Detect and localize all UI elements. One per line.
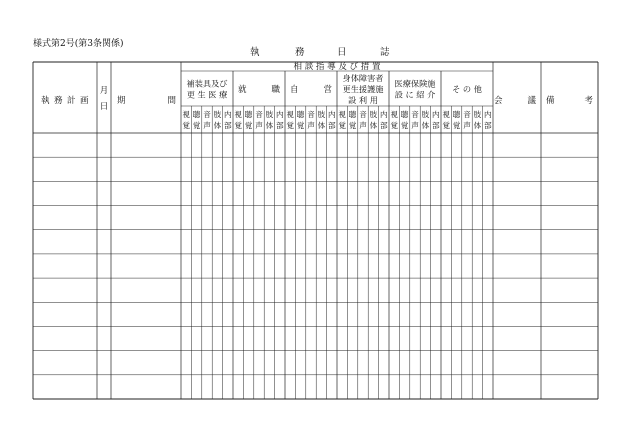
category-label: 身体障害者 [342,73,384,83]
category-label: 更 生 医 療 [186,89,228,100]
subcolumn-label: 肢 [317,110,326,119]
category-label: 営 [323,85,332,95]
subcolumn-label: 聴 [452,110,461,119]
subcolumn-label: 肢 [213,110,222,119]
category-label: 医療保険施 [394,78,436,89]
period-header: 間 [167,96,176,106]
subcolumn-label: 肢 [265,110,274,119]
subcolumn-label: 体 [369,121,378,130]
category-label: 職 [271,85,280,95]
plan-header-char: 執 [41,96,50,106]
subcolumn-label: 部 [380,121,388,130]
subcolumn-label: 内 [380,110,388,119]
subcolumn-label: 覚 [244,121,253,130]
subcolumn-label: 覚 [400,121,409,130]
subcolumn-label: 覚 [286,121,294,130]
subcolumn-label: 体 [421,121,430,130]
category-label: 更生援護施 [342,84,384,94]
month-header: 月 [99,86,109,96]
subcolumn-label: 体 [265,121,274,130]
plan-header-char: 画 [80,96,89,106]
subcolumn-label: 内 [484,110,492,119]
subcolumn-label: 視 [286,110,294,119]
subcolumn-label: 声 [255,121,263,130]
subcolumn-label: 肢 [421,110,430,119]
subcolumn-label: 聴 [348,110,357,119]
subcolumn-label: 音 [359,110,367,119]
subcolumn-label: 視 [442,110,450,119]
category-label: 就 [238,85,247,95]
subcolumn-label: 音 [463,110,471,119]
subcolumn-label: 音 [255,110,263,119]
subcolumn-label: 視 [338,110,346,119]
meeting-header: 議 [527,96,536,106]
category-label: そ の 他 [452,84,482,94]
subcolumn-label: 音 [411,110,419,119]
period-header: 期 [117,96,126,106]
subcolumn-label: 肢 [369,110,378,119]
subcolumn-label: 内 [224,110,232,119]
subcolumn-label: 肢 [473,110,482,119]
subcolumn-label: 体 [473,121,482,130]
subcolumn-label: 聴 [192,110,201,119]
subcolumn-label: 部 [328,121,336,130]
title-char: 日 [337,47,347,58]
subcolumn-label: 部 [484,121,492,130]
subcolumn-label: 覚 [338,121,346,130]
subcolumn-label: 部 [224,121,232,130]
form-number: 様式第2号(第3条関係) [33,39,124,49]
subcolumn-label: 部 [276,121,284,130]
category-label: 自 [290,85,299,95]
subcolumn-label: 覚 [452,121,461,130]
day-header: 日 [99,102,109,112]
subcolumn-label: 視 [234,110,242,119]
subcolumn-label: 体 [213,121,222,130]
subcolumn-label: 聴 [296,110,305,119]
remarks-header: 考 [584,96,593,106]
subcolumn-label: 内 [432,110,440,119]
category-label: 設 利 用 [348,95,378,105]
subcolumn-label: 覚 [296,121,305,130]
plan-header-char: 務 [54,96,63,106]
subcolumn-label: 覚 [348,121,357,130]
subcolumn-label: 内 [276,110,284,119]
subcolumn-label: 内 [328,110,336,119]
subcolumn-label: 声 [463,121,471,130]
guidance-header: 相 談 指 導 及 び 措 置 [293,62,381,72]
subcolumn-label: 声 [203,121,211,130]
subcolumn-label: 覚 [234,121,242,130]
subcolumn-label: 視 [182,110,190,119]
subcolumn-label: 覚 [182,121,190,130]
subcolumn-label: 部 [432,121,440,130]
plan-header-char: 計 [67,96,76,106]
meeting-header: 会 [494,96,503,106]
subcolumn-label: 声 [411,121,419,130]
category-label: 補装具及び [186,78,228,89]
subcolumn-label: 声 [359,121,367,130]
subcolumn-label: 覚 [192,121,201,130]
subcolumn-label: 音 [203,110,211,119]
subcolumn-label: 声 [307,121,315,130]
subcolumn-label: 体 [317,121,326,130]
title-char: 執 [250,47,260,58]
category-label: 設 に 紹 介 [394,89,436,100]
subcolumn-label: 聴 [244,110,253,119]
subcolumn-label: 視 [390,110,398,119]
subcolumn-label: 覚 [442,121,450,130]
title-char: 務 [295,47,305,58]
title-char: 誌 [380,47,390,58]
subcolumn-label: 音 [307,110,315,119]
subcolumn-label: 覚 [390,121,398,130]
subcolumn-label: 聴 [400,110,409,119]
remarks-header: 備 [546,96,555,106]
